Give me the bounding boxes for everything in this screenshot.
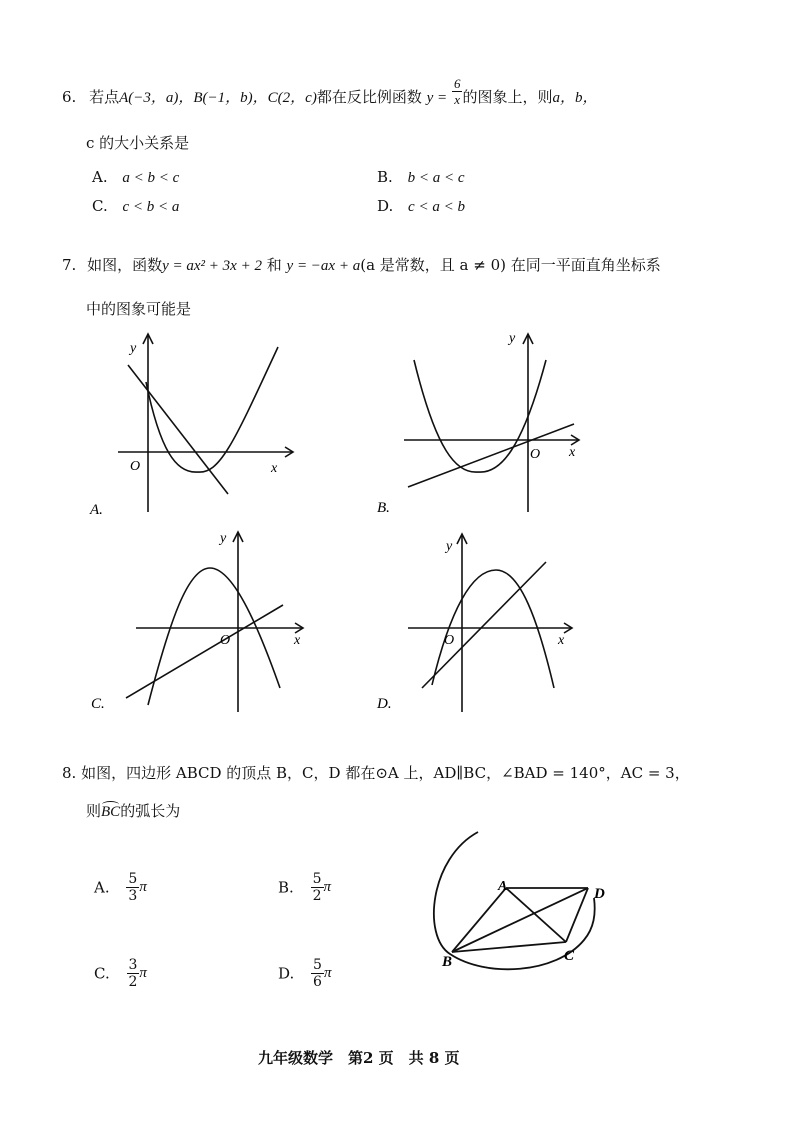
- q6-option-d-label: D.: [377, 197, 394, 215]
- q6-line2: c 的大小关系是: [86, 134, 190, 152]
- line-graph: [126, 605, 283, 698]
- q6-option-b[interactable]: [377, 168, 464, 187]
- q6-option-c-text: c < b < a: [122, 199, 180, 215]
- parabola-curve: [148, 568, 280, 705]
- pi-symbol: π: [323, 965, 332, 981]
- q8-number: 8.: [62, 764, 77, 782]
- q8-option-a-label: A.: [94, 878, 110, 897]
- point-b-label: B: [442, 954, 453, 970]
- q6-fraction-num: 6: [453, 75, 461, 91]
- q6-fraction-den: x: [454, 91, 461, 107]
- q8-stem-post: 的弧长为: [120, 802, 181, 820]
- q6-option-d[interactable]: [377, 197, 465, 216]
- q8-figure[interactable]: [426, 828, 626, 978]
- parabola-curve: [146, 347, 278, 472]
- segment-ab: [452, 888, 506, 952]
- q7-line2: 中的图象可能是: [86, 300, 192, 318]
- q8-option-a-fraction: [126, 872, 139, 903]
- graph-c-origin-label: O: [220, 633, 231, 648]
- q7-graph-b[interactable]: [374, 322, 594, 522]
- fraction-den: 2: [128, 974, 138, 990]
- q8-option-b[interactable]: [278, 872, 331, 903]
- q8-option-c-label: C.: [94, 964, 110, 983]
- fraction-den: 6: [313, 974, 322, 990]
- graph-c-y-label: y: [220, 531, 227, 546]
- q8-arc-bc: [101, 804, 120, 821]
- q7-func1: y = ax² + 3x + 2: [162, 258, 262, 274]
- point-a-label: A: [498, 879, 508, 894]
- fraction-num: 5: [128, 871, 138, 887]
- graph-b-option-label: B.: [377, 500, 390, 516]
- fraction-den: 3: [128, 888, 138, 904]
- graph-d-y-label: y: [446, 539, 453, 554]
- q8-option-b-label: B.: [278, 878, 294, 897]
- q7-line1: [62, 254, 661, 275]
- q7-func2: y = −ax + a: [286, 258, 361, 274]
- q8-option-c-fraction: [127, 958, 140, 989]
- line-graph: [408, 424, 574, 487]
- pi-symbol: π: [323, 879, 332, 895]
- parabola-curve: [432, 570, 554, 688]
- parabola-curve: [414, 360, 546, 472]
- graph-b-origin-label: O: [530, 447, 541, 462]
- q6-stem-pre: 若点: [89, 88, 120, 106]
- graph-a-y-label: y: [130, 341, 137, 356]
- line-graph: [128, 365, 228, 494]
- graph-a-origin-label: O: [130, 459, 141, 474]
- q6-line1: [62, 75, 598, 107]
- graph-a-option-label: A.: [90, 502, 103, 518]
- q8-arc-mark: [102, 801, 119, 808]
- segment-ac: [506, 888, 566, 942]
- q7-number: 7.: [62, 256, 77, 274]
- q8-arc-text: BC: [101, 804, 121, 820]
- q8-option-a[interactable]: [94, 872, 147, 903]
- q6-option-d-text: c < a < b: [408, 199, 465, 215]
- graph-d-x-label: x: [558, 633, 565, 648]
- q7-stem-a: 如图，函数: [87, 256, 163, 274]
- q7-graph-a[interactable]: [88, 322, 308, 522]
- q6-option-a-label: A.: [92, 168, 108, 186]
- q6-option-a[interactable]: [92, 168, 179, 187]
- graph-a-x-label: x: [271, 461, 278, 476]
- q6-fraction: [452, 77, 463, 106]
- point-c-label: C: [564, 948, 575, 964]
- graph-b-y-label: y: [509, 331, 516, 346]
- fraction-num: 5: [312, 871, 322, 887]
- q8-line1: [62, 762, 690, 783]
- graph-d-origin-label: O: [444, 633, 455, 648]
- segment-bd: [452, 888, 588, 952]
- q6-func-y: y =: [426, 90, 448, 106]
- fraction-num: 5: [313, 957, 322, 973]
- pi-symbol: π: [139, 879, 147, 895]
- q6-number: 6.: [62, 88, 77, 106]
- q8-stem-line1: 如图，四边形 ABCD 的顶点 B，C，D 都在⊙A 上，AD∥BC，∠BAD = 140°，AC = 3，: [81, 764, 690, 782]
- graph-b-x-label: x: [569, 445, 576, 460]
- q7-stem-and: 和: [266, 256, 282, 274]
- fraction-den: 2: [312, 888, 322, 904]
- q6-point-b: B(−1，b)，: [193, 90, 268, 106]
- graph-d-option-label: D.: [377, 696, 392, 712]
- q6-vars: a，b，: [552, 90, 598, 106]
- q8-stem-pre: 则: [86, 802, 102, 820]
- graph-c-x-label: x: [294, 633, 301, 648]
- q6-option-a-text: a < b < c: [122, 170, 180, 186]
- q8-option-d-label: D.: [278, 964, 295, 983]
- q7-graph-c[interactable]: [88, 520, 318, 715]
- q6-stem-mid: 都在反比例函数: [316, 88, 422, 106]
- q6-point-a: A(−3，a)，: [119, 90, 194, 106]
- page-footer: 九年级数学 第2 页 共 8 页: [258, 1049, 460, 1067]
- q8-option-c[interactable]: [94, 958, 147, 989]
- q6-option-b-label: B.: [377, 168, 393, 186]
- graph-c-option-label: C.: [91, 696, 105, 712]
- q7-stem-cond: (a 是常数，且 a ≠ 0) 在同一平面直角坐标系: [360, 256, 661, 274]
- q6-option-c-label: C.: [92, 197, 108, 215]
- q6-option-b-text: b < a < c: [407, 170, 465, 186]
- q8-option-d[interactable]: [278, 958, 331, 989]
- q6-stem-post: 的图象上，则: [462, 88, 553, 106]
- point-d-label: D: [594, 886, 605, 902]
- pi-symbol: π: [139, 965, 147, 981]
- q6-point-c: C(2，c): [267, 90, 317, 106]
- q8-line2: [86, 800, 180, 821]
- q8-option-d-fraction: [311, 958, 324, 989]
- q6-option-c[interactable]: [92, 197, 179, 216]
- fraction-num: 3: [128, 957, 138, 973]
- line-graph: [422, 562, 546, 688]
- q8-option-b-fraction: [311, 872, 324, 903]
- q7-graph-d[interactable]: [374, 520, 594, 715]
